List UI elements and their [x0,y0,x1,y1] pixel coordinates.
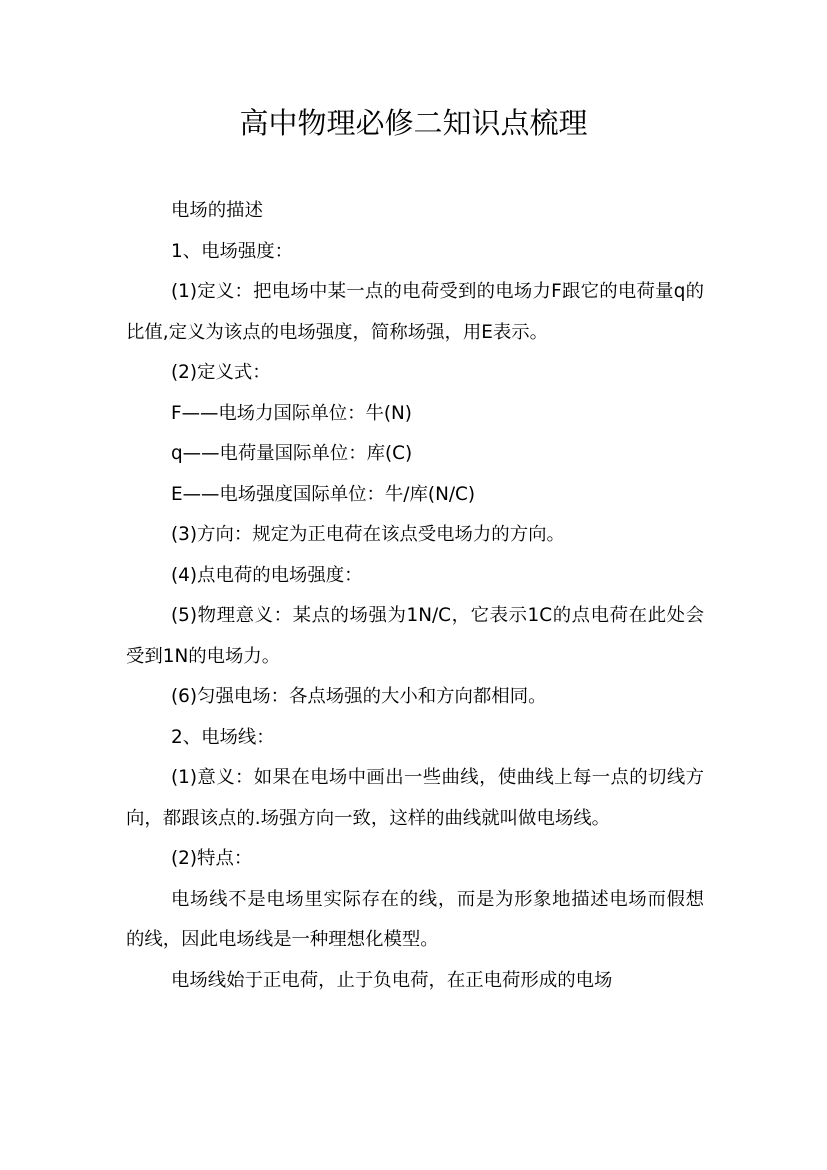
paragraph: 电场线始于正电荷，止于负电荷，在正电荷形成的电场 [171,969,613,991]
document-body [126,191,704,1001]
paragraph: (3)方向：规定为正电荷在该点受电场力的方向。 [171,524,565,545]
paragraph: 电场线不是电场里实际存在的线，而是为形象地描述电场而假想的线，因此电场线是一种理想化模型。 [126,888,704,950]
paragraph: q——电荷量国际单位：库(C) [171,443,413,464]
paragraph: (1)定义：把电场中某一点的电荷受到的电场力F跟它的电荷量q的比值,定义为该点的电场强度，简称场强，用E表示。 [126,281,704,343]
paragraph: (2)定义式： [171,362,271,383]
section-heading: 电场的描述 [171,200,263,221]
paragraph: (5)物理意义：某点的场强为1N/C，它表示1C的点电荷在此处会受到1N的电场力。 [126,605,704,667]
paragraph: F——电场力国际单位：牛(N) [171,402,412,424]
paragraph: E——电场强度国际单位：牛/库(N/C) [171,483,476,505]
subsection-heading: 1、电场强度： [171,240,294,262]
paragraph: (1)意义：如果在电场中画出一些曲线，使曲线上每一点的切线方向，都跟该点的.场强方向一致，这样的曲线就叫做电场线。 [126,767,704,829]
paragraph: (2)特点： [171,848,253,869]
document-title: 高中物理必修二知识点梳理 [239,106,588,140]
paragraph: (6)匀强电场：各点场强的大小和方向都相同。 [171,686,547,707]
paragraph: (4)点电荷的电场强度： [171,564,363,586]
subsection-heading: 2、电场线： [171,726,275,748]
